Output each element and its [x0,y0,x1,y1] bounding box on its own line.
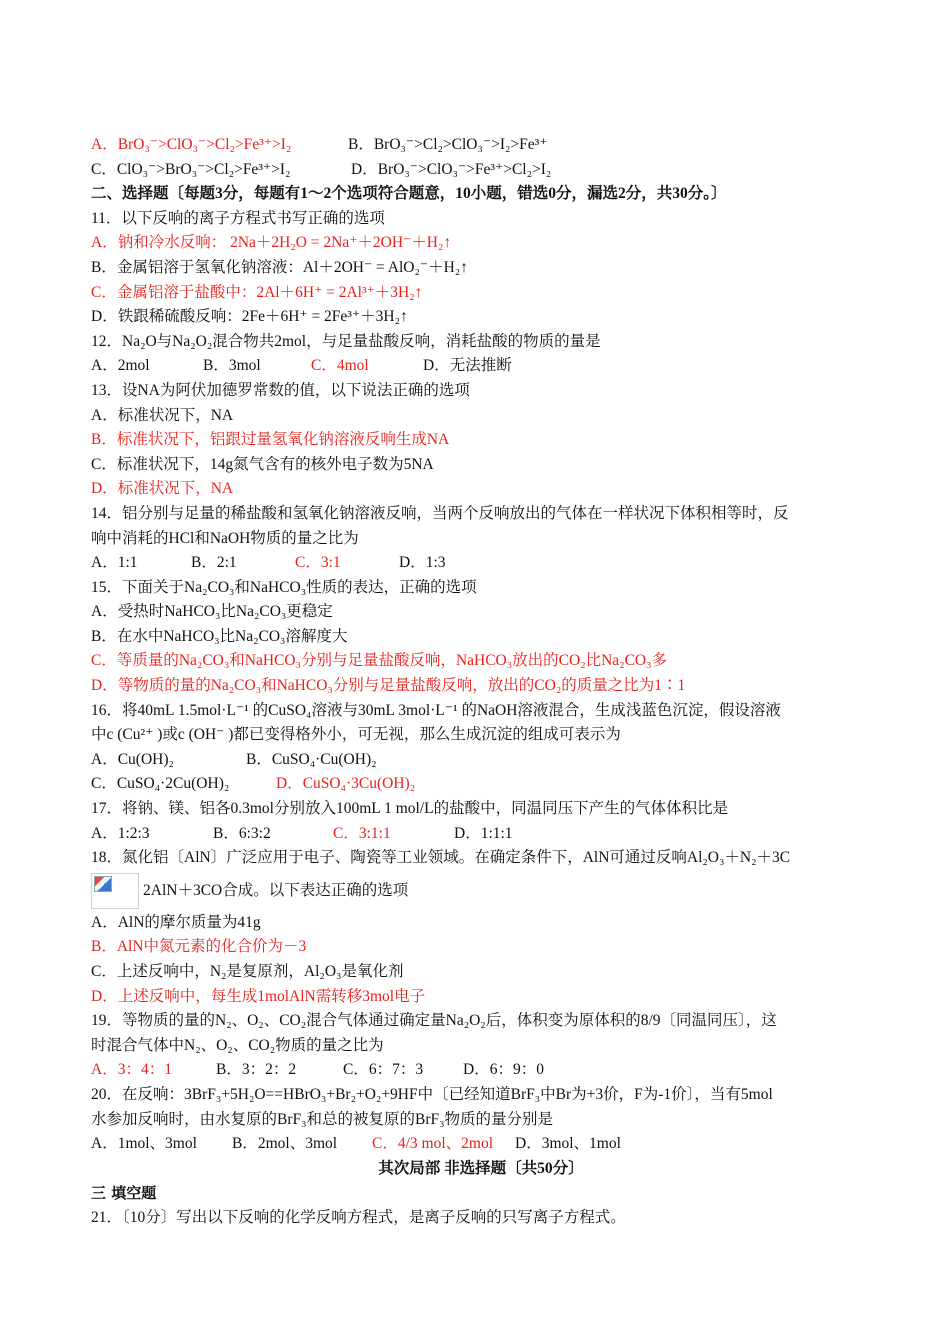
line-text: C．CuSO₄·2Cu(OH)₂ [91,775,230,793]
text-line [91,404,871,429]
answer-text: C．等质量的Na₂CO₃和NaHCO₃分别与足量盐酸反响，NaHCO₃放出的CO₂比Na₂CO₃多 [91,652,668,670]
text-line [91,231,871,256]
line-text: B．3mol [203,357,261,375]
line-text: B．金属铝溶于氢氧化钠溶液：Al＋2OH⁻ = AlO₂⁻＋H₂↑ [91,258,468,276]
answer-text: D．等物质的量的Na₂CO₃和NaHCO₃分别与足量盐酸反响，放出的CO₂的质量之比为1∶1 [91,677,686,695]
line-text: B．6:3:2 [213,824,271,842]
line-text: 16．将40mL 1.5mol·L⁻¹ 的CuSO₄溶液与30mL 3mol·L⁻¹ 的NaOH溶液混合，生成浅蓝色沉淀，假设溶液 [91,701,781,719]
line-text: 19．等物质的量的N₂、O₂、CO₂混合气体通过确定量Na₂O₂后，体积变为原体积的8/9〔同温同压〕，这 [91,1012,777,1030]
text-line [91,330,871,355]
text-line [91,305,871,330]
line-text: 中c (Cu²⁺ )或c (OH⁻ )都已变得格外小，可无视，那么生成沉淀的组成可表示为 [91,726,621,744]
text-line [91,502,871,527]
line-text: 三 填空题 [91,1184,157,1203]
answer-text: D．CuSO₄·3Cu(OH)₂ [276,775,416,793]
text-line [91,281,871,306]
line-text: 时混合气体中N₂、O₂、CO₂物质的量之比为 [91,1036,384,1054]
line-text: 水参加反响时，由水复原的BrF₃和总的被复原的BrF₃物质的量分别是 [91,1110,554,1128]
line-text: B．2mol、3mol [232,1135,338,1153]
answer-text: B．标准状况下，铝跟过量氢氧化钠溶液反响生成NA [91,431,450,449]
line-text: 20．在反响：3BrF₃+5H₂O==HBrO₃+Br₂+O₂+9HF中〔已经知道BrF₃中Br为+3价，F为-1价〕，当有5mol [91,1085,773,1103]
text-line [91,576,871,601]
line-text: A．1:1 [91,554,138,572]
text-line [91,625,871,650]
text-line [91,846,871,871]
text-line [91,1058,871,1083]
line-text: D．1:3 [399,554,446,572]
text-line [91,748,871,773]
line-text: B．BrO₃⁻>Cl₂>ClO₃⁻>I₂>Fe³⁺ [348,136,548,153]
text-line [91,935,871,960]
line-text: B．在水中NaHCO₃比Na₂CO₃溶解度大 [91,627,348,645]
text-line [91,1206,871,1231]
line-text: D．1:1:1 [454,824,513,842]
answer-text: C．4/3 mol、2mol [372,1135,493,1153]
answer-text: C．金属铝溶于盐酸中：2Al＋6H⁺ = 2Al³⁺＋3H₂↑ [91,283,423,301]
line-text: A．1:2:3 [91,824,150,842]
answer-text: D．标准状况下，NA [91,480,234,498]
line-text: 13．设NA为阿伏加德罗常数的值，以下说法正确的选项 [91,381,470,399]
line-text: 18．氮化铝〔AlN〕广泛应用于电子、陶瓷等工业领域。在确定条件下，AlN可通过反响Al₂O₃＋N₂＋3C [91,849,791,867]
answer-text: D．上述反响中，每生成1molAlN需转移3mol电子 [91,987,426,1005]
line-text: A．受热时NaHCO₃比Na₂CO₃更稳定 [91,603,333,621]
text-line [91,649,871,674]
text-line [91,1009,871,1034]
line-text: A．Cu(OH)₂ [91,750,174,768]
line-text: A．1mol、3mol [91,1135,197,1153]
line-text: 12．Na₂O与Na₂O₂混合物共2mol，与足量盐酸反响，消耗盐酸的物质的量是 [91,332,601,350]
line-text: 14．铝分别与足量的稀盐酸和氢氧化钠溶液反响，当两个反响放出的气体在一样状况下体积相等时，反 [91,504,789,522]
text-line [91,1083,871,1108]
text-line [91,723,871,748]
line-text: 11．以下反响的离子方程式书写正确的选项 [91,209,385,227]
line-text: D．6：9：0 [463,1061,544,1079]
line-text: 二、选择题〔每题3分，每题有1～2个选项符合题意，10小题，错选0分，漏选2分，共30分。〕 [91,185,727,203]
text-line [91,871,871,911]
line-text: D．3mol、1mol [515,1135,621,1153]
line-text: A．2mol [91,357,150,375]
text-line [91,527,871,552]
line-text: D．铁跟稀硫酸反响：2Fe＋6H⁺ = 2Fe³⁺＋3H₂↑ [91,308,408,326]
line-text: 21．〔10分〕写出以下反响的化学反响方程式，是离子反响的只写离子方程式。 [91,1208,626,1226]
text-line [91,551,871,576]
line-text: D．无法推断 [423,357,512,375]
bold-line [91,1157,871,1182]
line-text: 响中消耗的HCl和NaOH物质的量之比为 [91,529,359,547]
text-line [91,600,871,625]
line-text: 2AlN＋3CO合成。以下表达正确的选项 [143,881,409,899]
answer-text: B．AlN中氮元素的化合价为－3 [91,938,307,956]
text-line [91,158,871,183]
text-line [91,985,871,1010]
text-line [91,379,871,404]
text-line [91,133,871,158]
text-line [91,256,871,281]
text-line [91,822,871,847]
answer-text: C．3:1 [295,554,341,572]
line-text: D．BrO₃⁻>ClO₃⁻>Fe³⁺>Cl₂>I₂ [351,160,552,178]
text-line [91,797,871,822]
line-text: B．CuSO₄·Cu(OH)₂ [246,750,377,768]
line-text: 17．将钠、镁、铝各0.3mol分别放入100mL 1 mol/L的盐酸中，同温同压下产生的气体体积比是 [91,800,729,818]
text-line [91,428,871,453]
line-text: B．2:1 [191,554,237,572]
text-line [91,207,871,232]
line-text: C．ClO₃⁻>BrO₃⁻>Cl₂>Fe³⁺>I₂ [91,160,291,178]
answer-text: A．3：4：1 [91,1061,172,1079]
line-text: A．标准状况下，NA [91,406,234,424]
text-line [91,1034,871,1059]
line-text: C．上述反响中，N₂是复原剂，Al₂O₃是氧化剂 [91,963,404,980]
answer-text: A．钠和冷水反响： 2Na＋2H₂O = 2Na⁺＋2OH⁻＋H₂↑ [91,234,452,252]
text-line [91,911,871,936]
line-text: C．6：7：3 [343,1061,424,1079]
section-heading [91,1181,871,1206]
text-line [91,772,871,797]
line-text: 15．下面关于Na₂CO₃和NaHCO₃性质的表达，正确的选项 [91,578,477,596]
line-text: 其次局部 非选择题〔共50分〕 [378,1159,584,1177]
line-text: C．标准状况下，14g氮气含有的核外电子数为5NA [91,455,434,473]
text-line [91,477,871,502]
line-text: B．3：2：2 [216,1061,297,1079]
answer-text: C．4mol [311,357,369,375]
text-line [91,674,871,699]
bold-line [91,182,871,207]
text-line [91,699,871,724]
text-line [91,960,871,985]
answer-text: A．BrO₃⁻>ClO₃⁻>Cl₂>Fe³⁺>I₂ [91,136,292,153]
broken-image-icon [91,873,139,909]
document-page [91,133,871,1231]
text-line [91,453,871,478]
line-text: A．AlN的摩尔质量为41g [91,913,261,931]
text-line [91,354,871,379]
text-line [91,1132,871,1157]
answer-text: C．3:1:1 [333,824,391,842]
text-line [91,1108,871,1133]
